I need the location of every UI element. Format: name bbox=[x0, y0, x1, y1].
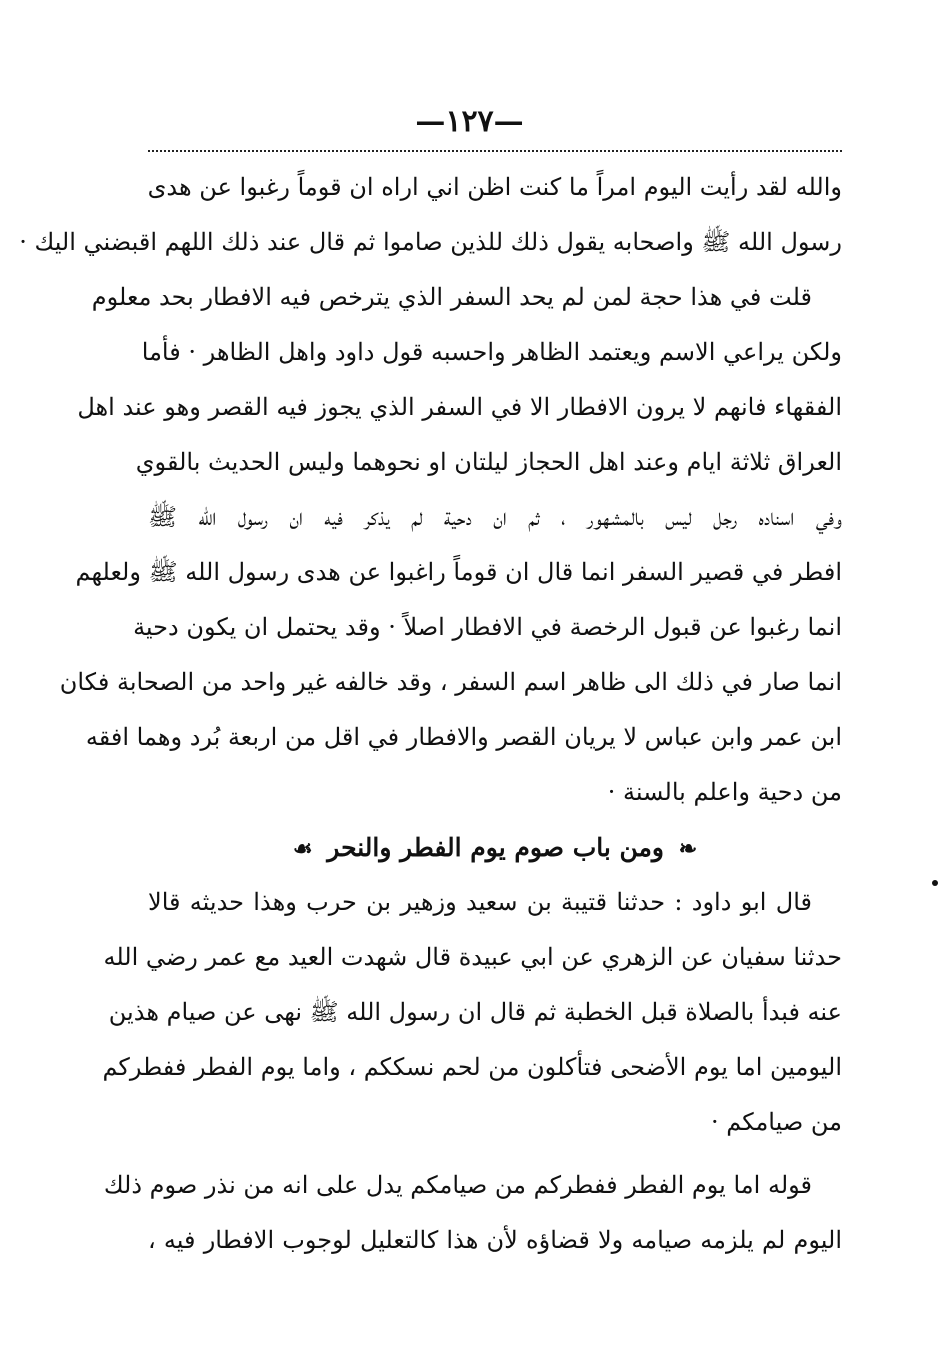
margin-dot bbox=[932, 880, 938, 886]
text-line: اليومين اما يوم الأضحى فتأكلون من لحم نسككم ، واما يوم الفطر ففطركم bbox=[102, 1053, 842, 1081]
header-divider bbox=[148, 150, 842, 152]
paragraph-3 bbox=[102, 875, 842, 1150]
section-heading-text: ومن باب صوم يوم الفطر والنحر bbox=[327, 833, 664, 862]
text-line: الفقهاء فانهم لا يرون الافطار الا في السفر الذي يجوز فيه القصر وهو عند اهل bbox=[77, 393, 842, 421]
text-line: رسول الله ﷺ واصحابه يقول ذلك للذين صاموا ثم قال عند ذلك اللهم اقبضني اليك · bbox=[19, 228, 842, 256]
ornament-left-icon: ☙ bbox=[292, 836, 313, 862]
text-line: قوله اما يوم الفطر ففطركم من صيامكم يدل على انه من نذر صوم ذلك bbox=[103, 1171, 812, 1199]
text-line: العراق ثلاثة ايام وعند اهل الحجاز ليلتان او نحوهما وليس الحديث بالقوي bbox=[135, 448, 842, 476]
text-line: انما رغبوا عن قبول الرخصة في الافطار اصلاً · وقد يحتمل ان يكون دحية bbox=[133, 613, 842, 641]
text-line: حدثنا سفيان عن الزهري عن ابي عبيدة قال شهدت العيد مع عمر رضي الله bbox=[103, 943, 842, 971]
paragraph-2 bbox=[59, 270, 842, 820]
text-line: ولكن يراعي الاسم ويعتمد الظاهر واحسبه قول داود واهل الظاهر · فأما bbox=[141, 338, 842, 366]
text-line: ابن عمر وابن عباس لا يريان القصر والافطار في اقل من اربعة بُرد وهما افقه bbox=[85, 723, 842, 751]
page-number: —١٢٧— bbox=[415, 104, 524, 139]
paragraph-gap bbox=[148, 1150, 842, 1158]
body-text bbox=[19, 160, 842, 1268]
text-line: قلت في هذا حجة لمن لم يحد السفر الذي يترخص فيه الافطار بحد معلوم bbox=[91, 283, 812, 311]
text-line: افطر في قصير السفر انما قال ان قوماً راغبوا عن هدى رسول الله ﷺ ولعلهم bbox=[75, 558, 842, 586]
text-line: اليوم لم يلزمه صيامه ولا قضاؤه لأن هذا كالتعليل لوجوب الافطار فيه ، bbox=[148, 1226, 842, 1254]
text-line: من دحية واعلم بالسنة · bbox=[607, 778, 842, 806]
text-line: قال ابو داود : حدثنا قتيبة بن سعيد وزهير بن حرب وهذا حديثه قالا bbox=[148, 888, 812, 916]
ornament-right-icon: ❧ bbox=[678, 836, 698, 862]
text-line: من صيامكم · bbox=[710, 1108, 842, 1136]
paragraph-4 bbox=[103, 1158, 842, 1268]
text-line: عنه فبدأ بالصلاة قبل الخطبة ثم قال ان رسول الله ﷺ نهى عن صيام هذين bbox=[108, 998, 842, 1026]
section-heading bbox=[148, 820, 842, 875]
text-line: انما صار في ذلك الى ظاهر اسم السفر ، وقد خالفه غير واحد من الصحابة فكان bbox=[59, 668, 842, 696]
text-line: وفي اسناده رجل ليس بالمشهور ، ثم ان دحية لم يذكر فيه ان رسول الله ﷺ bbox=[148, 503, 842, 531]
text-line: والله لقد رأيت اليوم امراً ما كنت اظن اني اراه ان قوماً رغبوا عن هدى bbox=[147, 173, 842, 201]
paragraph-1 bbox=[19, 160, 842, 270]
